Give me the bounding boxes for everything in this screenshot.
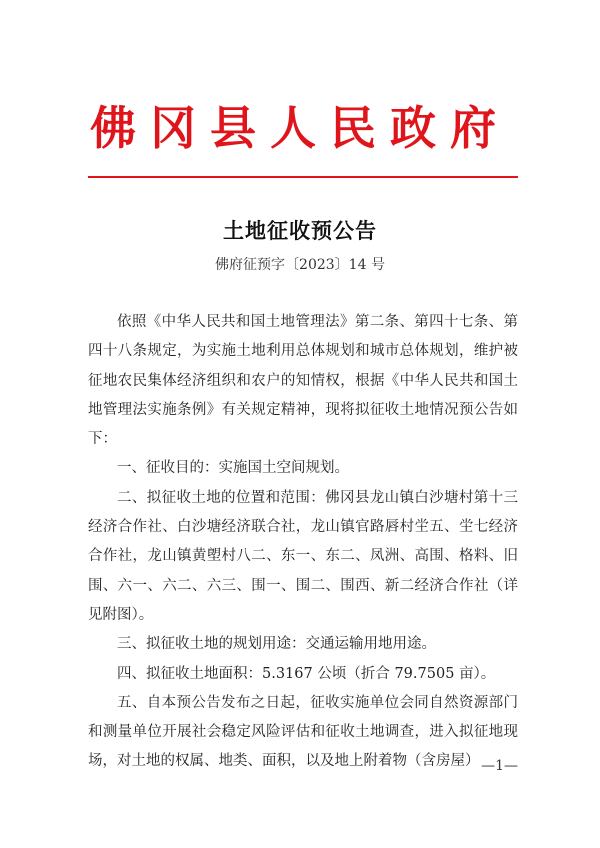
intro-paragraph: 依照《中华人民共和国土地管理法》第二条、第四十七条、第四十八条规定，为实施土地利用总体规划和城市总体规划，维护被征地农民集体经济组织和农户的知情权，根据《中华人民共和国土地管理法实施条例》有关规定精神，现将拟征收土地情况预公告如下： (88, 314, 518, 448)
page-number: —1— (481, 758, 518, 774)
item-location-scope: 二、拟征收土地的位置和范围：佛冈县龙山镇白沙塘村第十三经济合作社、白沙塘经济联合社，龙山镇官路唇村坣五、坣七经济合作社，龙山镇黄塱村八二、东一、东二、凤洲、高围、格料、旧围、六一、六二、六三、围一、围二、围西、新二经济合作社（详见附图）。 (88, 489, 518, 623)
issuing-authority-header: 佛冈县人民政府 (90, 101, 510, 155)
document-body (88, 308, 518, 777)
item-purpose: 一、征收目的：实施国土空间规划。 (117, 460, 349, 477)
document-number: 佛府征预字〔2023〕14 号 (215, 257, 385, 273)
red-header-rule (88, 176, 518, 178)
item-survey-notice: 五、自本预公告发布之日起，征收实施单位会同自然资源部门和测量单位开展社会稳定风险评估和征收土地调查，进入拟征地现场，对土地的权属、地类、面积，以及地上附着物（含房屋） (88, 694, 518, 770)
document-title: 土地征收预公告 (223, 218, 377, 243)
item-land-area: 四、拟征收土地面积：5.3167 公顷（折合 79.7505 亩）。 (117, 665, 496, 682)
item-planned-use: 三、拟征收土地的规划用途：交通运输用地用途。 (117, 636, 436, 653)
